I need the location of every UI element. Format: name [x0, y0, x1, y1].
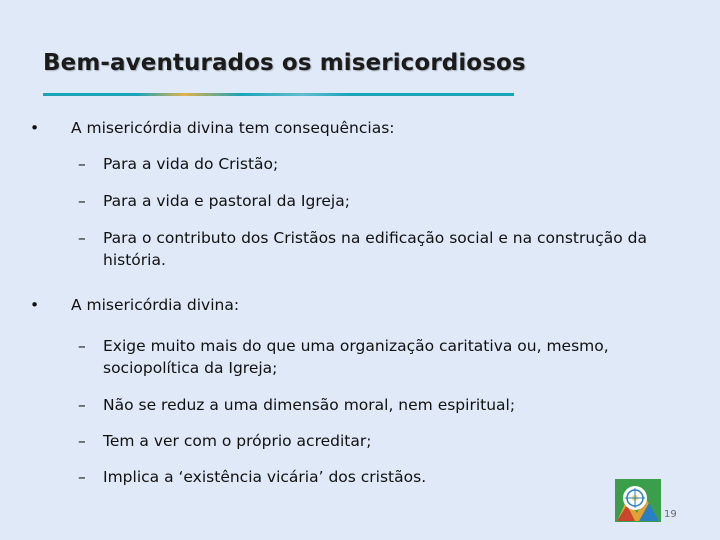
page-number: 19	[664, 509, 677, 520]
bullet-text: A misericórdia divina tem consequências:	[71, 119, 395, 137]
dash-marker: –	[78, 432, 86, 450]
dash-marker: –	[78, 396, 86, 414]
dash-marker: –	[78, 468, 86, 486]
sub-bullet-text: Implica a ‘existência vicária’ dos cristãos.	[103, 468, 427, 486]
sub-bullet-text: Exige muito mais do que uma organização caritativa ou, mesmo, sociopolítica da Igreja;	[103, 337, 609, 377]
sub-bullet-text: Tem a ver com o próprio acreditar;	[103, 432, 372, 450]
dash-marker: –	[78, 155, 86, 173]
sub-bullet-text: Para o contributo dos Cristãos na edificação social e na construção da história.	[103, 229, 647, 269]
bullet-text: A misericórdia divina:	[71, 296, 240, 314]
jubilee-mercy-logo-icon	[615, 479, 661, 522]
sub-bullet-text: Para a vida do Cristão;	[103, 155, 279, 173]
dash-marker: –	[78, 192, 86, 210]
slide-title: Bem-aventurados os misericordiosos	[43, 50, 526, 76]
sub-bullet-text: Não se reduz a uma dimensão moral, nem espiritual;	[103, 396, 516, 414]
title-underline	[43, 93, 514, 96]
bullet-marker: •	[30, 296, 40, 314]
dash-marker: –	[78, 229, 86, 247]
dash-marker: –	[78, 337, 86, 355]
bullet-marker: •	[30, 119, 40, 137]
sub-bullet-text: Para a vida e pastoral da Igreja;	[103, 192, 350, 210]
